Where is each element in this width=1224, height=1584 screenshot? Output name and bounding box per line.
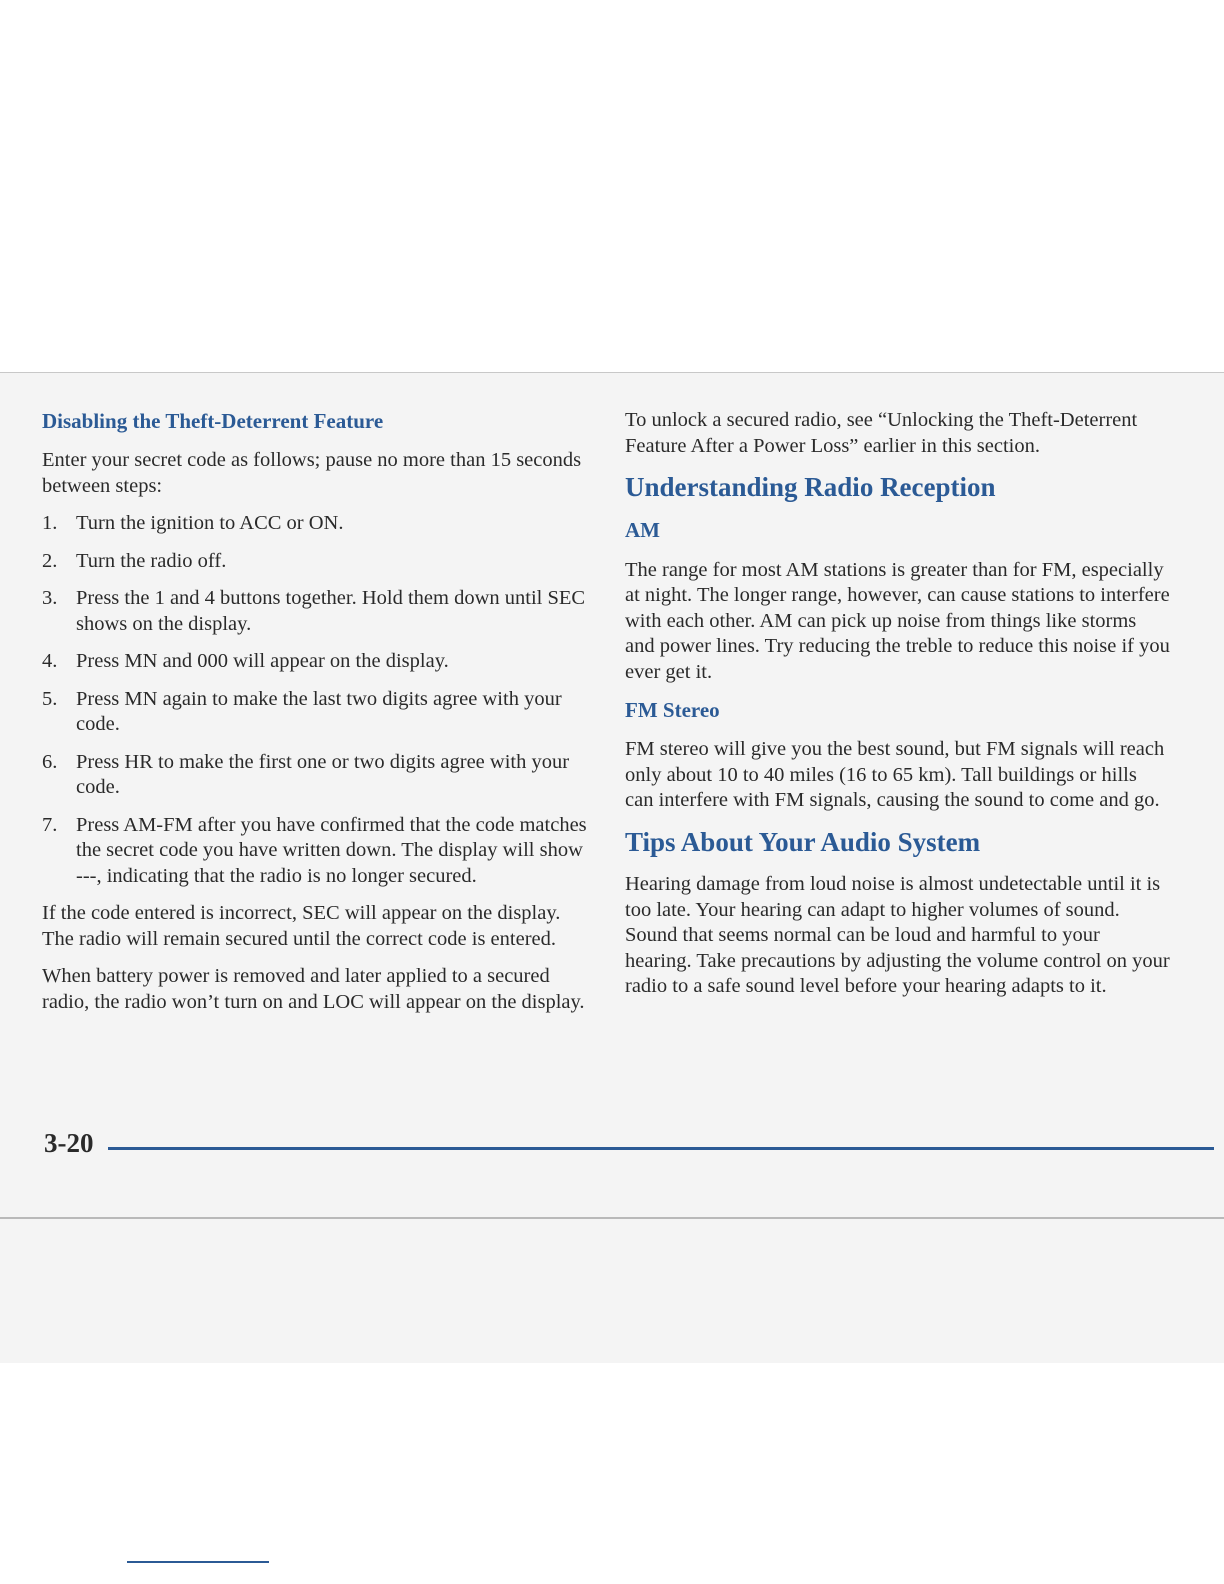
step-number: 3. <box>42 587 58 610</box>
step-number: 2. <box>42 549 58 572</box>
section-heading-disabling-theft-deterrent: Disabling the Theft-Deterrent Feature <box>42 409 384 433</box>
section-heading-radio-reception: Understanding Radio Reception <box>625 472 996 502</box>
step-item <box>42 649 590 675</box>
step-text: Press the 1 and 4 buttons together. Hold them down until SEC shows on the display. <box>76 587 586 635</box>
step-item <box>42 586 590 637</box>
intro-paragraph: Enter your secret code as follows; pause no more than 15 seconds between steps: <box>42 449 582 497</box>
step-item <box>42 750 590 801</box>
step-text: Turn the ignition to ACC or ON. <box>76 512 344 535</box>
step-item <box>42 687 590 738</box>
page-footer <box>44 1128 1170 1164</box>
subheading-fm-stereo: FM Stereo <box>625 698 720 723</box>
step-item <box>42 813 590 890</box>
step-number: 4. <box>42 650 58 673</box>
incorrect-code-paragraph: If the code entered is incorrect, SEC will appear on the display. The radio will remain secured until the correct code is entered. <box>42 902 561 950</box>
step-number: 1. <box>42 512 58 535</box>
subheading-am: AM <box>625 518 660 543</box>
right-column <box>625 408 1170 1012</box>
step-item <box>42 549 590 575</box>
page-number: 3-20 <box>44 1128 94 1158</box>
step-text: Turn the radio off. <box>76 549 227 572</box>
step-item <box>42 511 590 537</box>
panel-bottom-divider <box>0 1217 1224 1219</box>
step-number: 7. <box>42 813 58 836</box>
step-number: 6. <box>42 750 58 773</box>
step-number: 5. <box>42 687 58 710</box>
step-text: Press MN again to make the last two digits agree with your code. <box>76 687 562 736</box>
left-column <box>42 408 590 1027</box>
tips-paragraph: Hearing damage from loud noise is almost undetectable until it is too late. Your hearing can adapt to higher volumes of sound. Sound that seems normal can be loud and harmful to your hearing. Take precautions by adjusting the volume control on your radio to a safe sound level before your hearing adapts to it. <box>625 873 1170 998</box>
unlock-paragraph: To unlock a secured radio, see “Unlocking the Theft-Deterrent Feature After a Power Loss” earlier in this section. <box>625 409 1138 457</box>
section-heading-audio-tips: Tips About Your Audio System <box>625 826 981 857</box>
step-text: Press MN and 000 will appear on the display. <box>76 650 449 673</box>
fm-paragraph: FM stereo will give you the best sound, but FM signals will reach only about 10 to 40 miles (16 to 65 km). Tall buildings or hills can interfere with FM signals, causing the sound to come and go. <box>625 738 1165 812</box>
step-text: Press HR to make the first one or two digits agree with your code. <box>76 750 570 799</box>
am-paragraph: The range for most AM stations is greater than for FM, especially at night. The longer range, however, can cause stations to interfere with each other. AM can pick up noise from things like storms and power lines. Try reducing the treble to reduce this noise if you ever get it. <box>625 558 1170 683</box>
steps-list <box>42 511 590 889</box>
step-text: Press AM-FM after you have confirmed that the code matches the secret code you have written down. The display will show ---, indicating that the radio is no longer secured. <box>76 813 587 887</box>
bottom-rule-stub <box>127 1561 269 1563</box>
battery-power-paragraph: When battery power is removed and later applied to a secured radio, the radio won’t turn on and LOC will appear on the display. <box>42 965 585 1013</box>
footer-rule <box>108 1147 1214 1150</box>
